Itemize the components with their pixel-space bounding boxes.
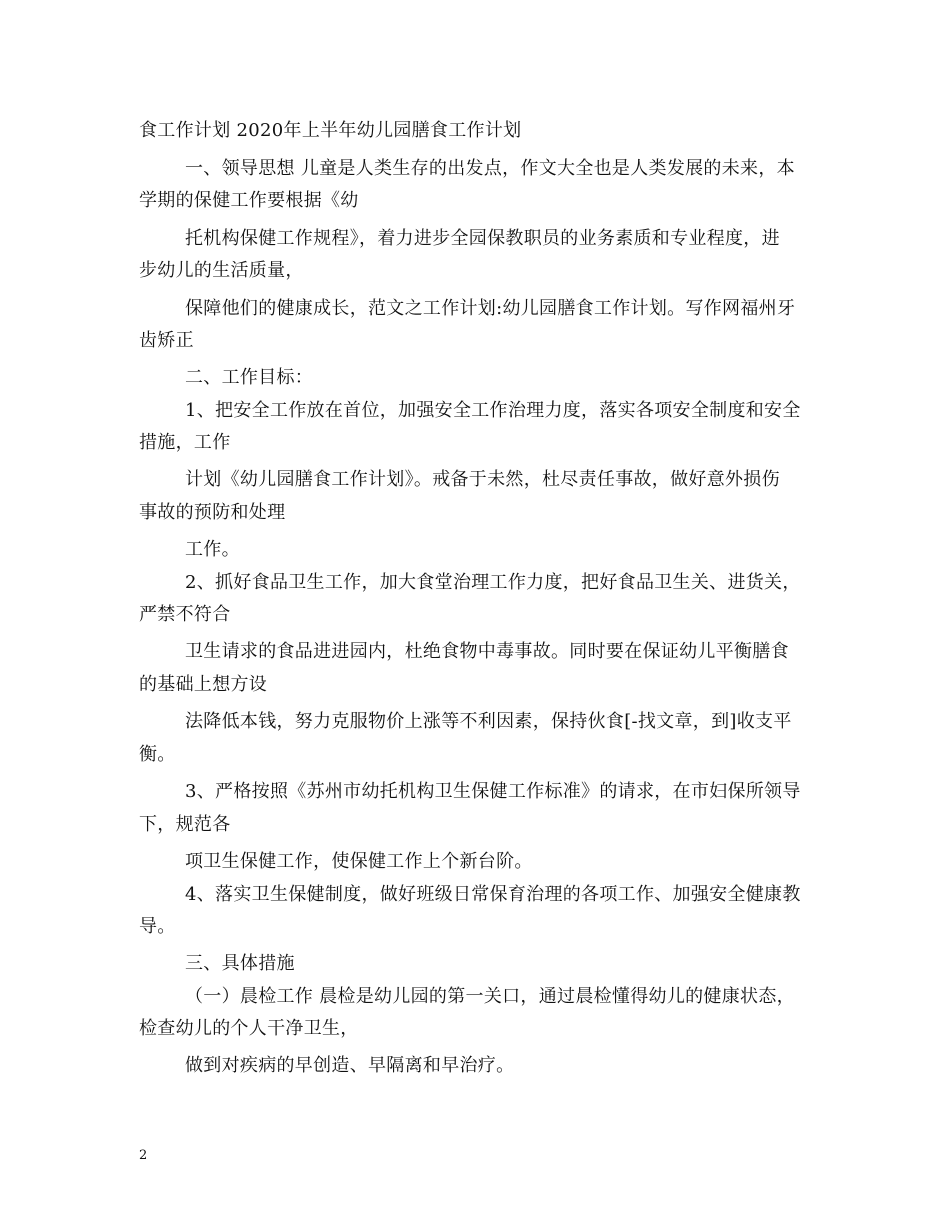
text-line-10: 措施，工作 [139,432,231,453]
text-line-17: 的基础上想方设 [139,674,268,695]
page-number: 2 [139,1148,148,1163]
text-line-24: 导。 [139,916,176,937]
text-line-12: 事故的预防和处理 [139,502,286,523]
text-line-14: 2、抓好食品卫生工作，加大食堂治理工作力度，把好食品卫生关、进货关， [185,572,801,593]
text-line-27: 检查幼儿的个人干净卫生， [139,1018,359,1039]
text-line-25: 三、具体措施 [185,953,295,974]
text-line-23: 4、落实卫生保健制度，做好班级日常保育治理的各项工作、加强安全健康教 [185,884,801,905]
text-line-5: 步幼儿的生活质量， [139,260,304,281]
text-line-11: 计划《幼儿园膳食工作计划》。戒备于未然，杜尽责任事故，做好意外损伤 [185,469,780,490]
text-line-19: 衡。 [139,744,176,765]
text-line-2: 一、领导思想 儿童是人类生存的出发点，作文大全也是人类发展的未来，本 [185,158,795,179]
text-line-3: 学期的保健工作要根据《幼 [139,190,359,211]
text-line-15: 严禁不符合 [139,604,231,625]
text-line-4: 托机构保健工作规程》，着力进步全园保教职员的业务素质和专业程度，进 [185,228,780,249]
text-line-9: 1、把安全工作放在首位，加强安全工作治理力度，落实各项安全制度和安全 [185,400,801,421]
text-line-7: 齿矫正 [139,330,194,351]
text-line-20: 3、严格按照《苏州市幼托机构卫生保健工作标准》的请求，在市妇保所领导 [185,781,801,802]
text-line-13: 工作。 [185,539,240,560]
text-line-21: 下，规范各 [139,814,231,835]
text-line-26: （一）晨检工作 晨检是幼儿园的第一关口，通过晨检懂得幼儿的健康状态， [185,986,795,1007]
text-line-18: 法降低本钱，努力克服物价上涨等不利因素，保持伙食[-找文章，到]收支平 [185,711,792,732]
text-line-8: 二、工作目标： [185,367,314,388]
text-line-16: 卫生请求的食品进进园内，杜绝食物中毒事故。同时要在保证幼儿平衡膳食 [185,641,789,662]
text-line-22: 项卫生保健工作，使保健工作上个新台阶。 [185,851,533,872]
text-line-28: 做到对疾病的早创造、早隔离和早治疗。 [185,1055,515,1076]
text-line-1: 食工作计划 2020年上半年幼儿园膳食工作计划 [139,120,522,141]
text-line-6: 保障他们的健康成长，范文之工作计划:幼儿园膳食工作计划。写作网福州牙 [185,298,796,319]
